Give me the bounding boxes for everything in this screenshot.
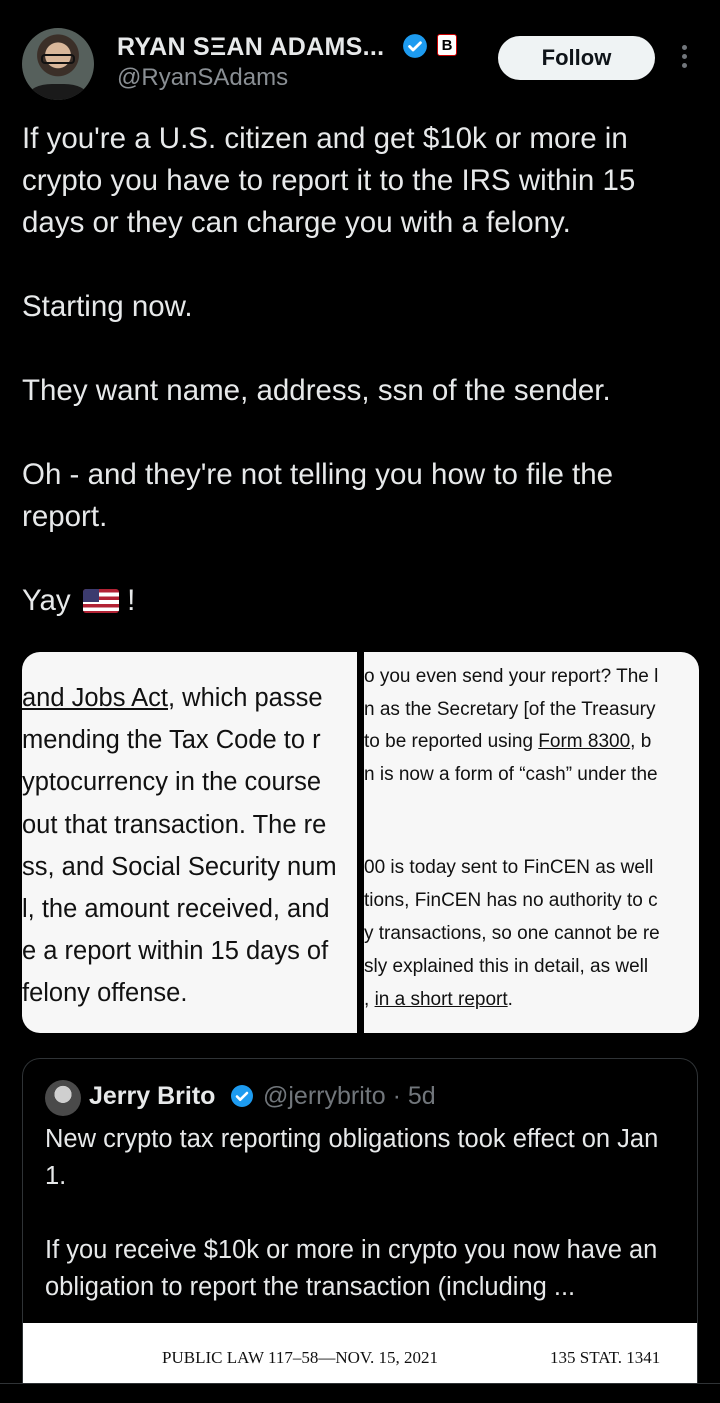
media-text-line: mending the Tax Code to r <box>22 726 321 755</box>
media-text-line: yptocurrency in the course <box>22 768 322 797</box>
affiliate-badge-icon: B <box>437 34 457 56</box>
doc-header-left: PUBLIC LAW 117–58—NOV. 15, 2021 <box>162 1348 439 1367</box>
doc-header-right: 135 STAT. 1341 <box>550 1348 661 1367</box>
verified-badge-icon <box>402 33 428 59</box>
tweet-paragraph: Starting now. <box>22 290 193 323</box>
author-display-name[interactable]: RYAN SΞAN ADAMS... <box>117 33 385 61</box>
author-avatar[interactable] <box>22 28 94 100</box>
quoted-paragraph: If you receive $10k or more in crypto you now have an obligation to report the transaction (including ... <box>45 1236 658 1301</box>
media-text-line: n as the Secretary [of the Treasury <box>364 698 656 720</box>
bottom-divider <box>0 1383 720 1403</box>
tweet-paragraph: Oh - and they're not telling you how to file the report. <box>22 458 614 533</box>
media-text-line: felony offense. <box>22 979 188 1008</box>
avatar-glasses <box>41 54 75 64</box>
tweet-paragraph: If you're a U.S. citizen and get $10k or more in crypto you have to report it to the IRS within 15 days or they can charge you with a felony. <box>22 122 636 239</box>
media-text-line: tions, FinCEN has no authority to c <box>364 890 658 911</box>
media-text-line: sly explained this in detail, as well <box>364 956 649 977</box>
media-image-left[interactable] <box>22 652 357 1033</box>
media-text-line: y transactions, so one cannot be re <box>364 923 660 944</box>
media-text-line: e a report within 15 days of <box>22 937 329 966</box>
media-text-line: n is now a form of “cash” under the <box>364 763 658 785</box>
media-text-line: , in a short report. <box>364 989 513 1010</box>
author-handle[interactable]: @RyanSAdams <box>117 64 289 91</box>
media-divider <box>357 652 364 1033</box>
media-text-line: and Jobs Act, which passe <box>22 684 323 712</box>
tweet-last-line: Yay ! <box>22 584 136 617</box>
tweet-paragraph: They want name, address, ssn of the sender. <box>22 374 611 407</box>
tweet-text <box>22 118 702 622</box>
tweet-media[interactable] <box>22 652 699 1033</box>
quoted-paragraph: New crypto tax reporting obligations took effect on Jan 1. <box>45 1125 659 1190</box>
quoted-media-document[interactable] <box>23 1323 697 1383</box>
media-text-line: to be reported using Form 8300, b <box>364 731 652 752</box>
verified-badge-icon <box>230 1084 254 1108</box>
quoted-author-name: Jerry Brito <box>89 1082 216 1110</box>
media-image-right[interactable] <box>364 652 699 1033</box>
media-text-line: out that transaction. The re <box>22 810 327 839</box>
avatar-shirt <box>28 84 88 100</box>
quoted-author-avatar <box>45 1080 81 1116</box>
media-text-line: l, the amount received, and <box>22 895 330 923</box>
follow-button[interactable]: Follow <box>498 36 655 80</box>
media-text-line: ss, and Social Security num <box>22 852 337 881</box>
us-flag-emoji-icon <box>83 589 119 613</box>
media-text-line: o you even send your report? The l <box>364 666 659 687</box>
quoted-text <box>45 1121 685 1306</box>
more-options-icon[interactable] <box>674 45 694 71</box>
media-text-line: 00 is today sent to FinCEN as well <box>364 857 654 878</box>
quoted-handle-time: @jerrybrito · 5d <box>263 1082 436 1110</box>
